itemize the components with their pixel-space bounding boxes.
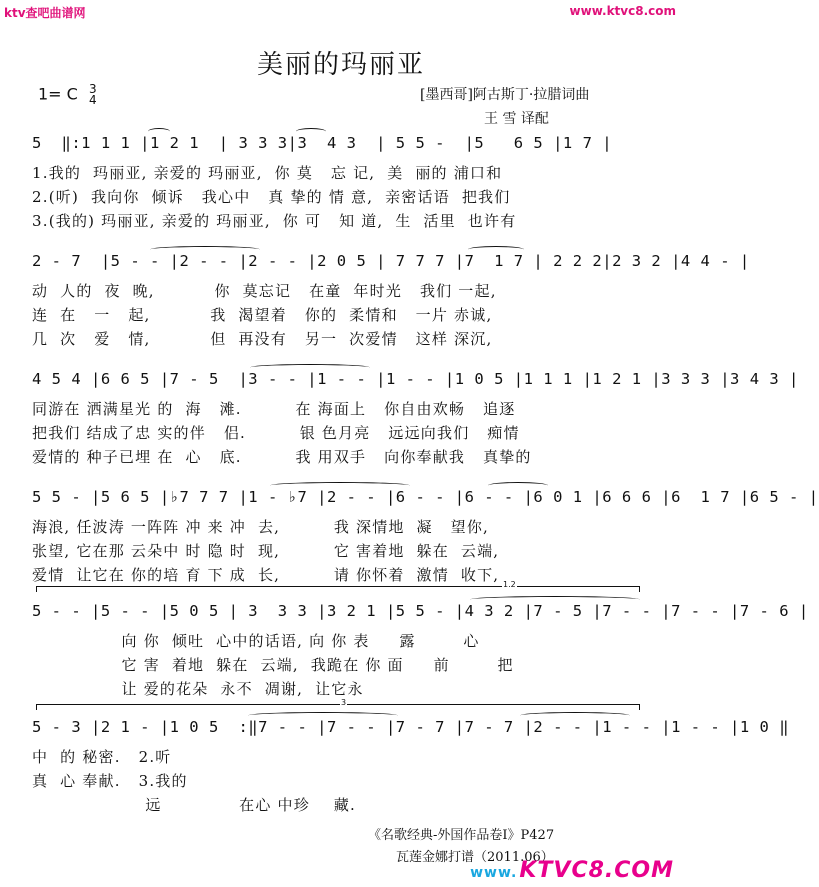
tie bbox=[520, 712, 630, 719]
key-signature bbox=[38, 84, 97, 106]
volta-bracket-1 bbox=[36, 586, 640, 592]
lyric-1-verse-1: 1.我的 玛丽亚, 亲爱的 玛丽亚, 你 莫 忘 记, 美 丽的 浦口和 bbox=[32, 164, 503, 182]
notation-line-1: 5 ‖:1 1 1 |1 2 1 | 3 3 3|3 4 3 | 5 5 - |5 6 5 |1 7 | bbox=[32, 134, 613, 152]
site-logo bbox=[470, 858, 674, 883]
lyric-6-verse-3: 远 在心 中珍 藏. bbox=[32, 796, 356, 814]
lyric-4-verse-2: 张望, 它在那 云朵中 时 隐 时 现, 它 害着地 躲在 云端, bbox=[32, 542, 500, 560]
slur bbox=[488, 482, 548, 489]
notation-line-4: 5 5 - |5 6 5 |♭7 7 7 |1 - ♭7 |2 - - |6 - - |6 - - |6 0 1 |6 6 6 |6 1 7 |6 5 - | bbox=[32, 488, 819, 506]
meter-top: 3 bbox=[88, 82, 97, 96]
tie bbox=[270, 482, 410, 489]
notation-line-2: 2 - 7 |5 - - |2 - - |2 - - |2 0 5 | 7 7 7 |7 1 7 | 2 2 2|2 3 2 |4 4 - | bbox=[32, 252, 750, 270]
lyric-4-verse-1: 海浪, 任波涛 一阵阵 冲 来 冲 去, 我 深情地 凝 望你, bbox=[32, 518, 490, 536]
lyric-6-verse-1: 中 的 秘密. 2.听 bbox=[32, 748, 172, 766]
composer-credit: [墨西哥]阿古斯丁·拉腊词曲 bbox=[420, 87, 590, 103]
lyric-5-verse-2: 它 害 着地 躲在 云端, 我跪在 你 面 前 把 bbox=[32, 656, 514, 674]
lyric-2-verse-1: 动 人的 夜 晚, 你 莫忘记 在童 年时光 我们 一起, bbox=[32, 282, 497, 300]
volta-label-1: 1.2 bbox=[503, 580, 516, 589]
tie bbox=[150, 246, 260, 253]
lyric-5-verse-1: 向 你 倾吐 心中的话语, 向 你 表 露 心 bbox=[32, 632, 480, 650]
lyric-3-verse-3: 爱情的 种子已埋 在 心 底. 我 用双手 向你奉献我 真挚的 bbox=[32, 448, 532, 466]
lyric-3-verse-2: 把我们 结成了忠 实的伴 侣. 银 色月亮 远远向我们 痴情 bbox=[32, 424, 520, 442]
time-signature bbox=[89, 84, 97, 106]
tie bbox=[470, 596, 640, 603]
notation-line-6: 5 - 3 |2 1 - |1 0 5 :‖7 - - |7 - - |7 - 7 |7 - 7 |2 - - |1 - - |1 - - |1 0 ‖ bbox=[32, 718, 790, 736]
logo-prefix: www. bbox=[470, 865, 518, 881]
tie bbox=[248, 712, 398, 719]
source-reference: 《名歌经典-外国作品卷Ⅰ》P427 bbox=[368, 828, 555, 843]
tie bbox=[250, 364, 370, 371]
slur bbox=[148, 128, 170, 135]
typist-credit: 瓦莲金娜打谱（2011.06） bbox=[396, 850, 554, 865]
site-watermark-left: ktv查吧曲谱网 bbox=[4, 6, 86, 20]
lyric-2-verse-3: 几 次 爱 情, 但 再没有 另一 次爱情 这样 深沉, bbox=[32, 330, 493, 348]
lyric-1-verse-2: 2.(听) 我向你 倾诉 我心中 真 挚的 情 意, 亲密话语 把我们 bbox=[32, 188, 511, 206]
volta-label-2: 3 bbox=[341, 698, 347, 707]
site-watermark-right: www.ktvc8.com bbox=[569, 4, 676, 18]
slur bbox=[468, 246, 524, 253]
notation-line-3: 4 5 4 |6 6 5 |7 - 5 |3 - - |1 - - |1 - - |1 0 5 |1 1 1 |1 2 1 |3 3 3 |3 4 3 | bbox=[32, 370, 799, 388]
translator-credit: 王 雪 译配 bbox=[484, 111, 549, 127]
logo-text: KTVC8.COM bbox=[519, 858, 674, 883]
meter-bottom: 4 bbox=[88, 93, 97, 107]
volta-bracket-2 bbox=[36, 704, 640, 710]
lyric-4-verse-3: 爱情 让它在 你的培 育 下 成 长, 请 你怀着 激情 收下, bbox=[32, 566, 500, 584]
lyric-3-verse-1: 同游在 洒满星光 的 海 滩. 在 海面上 你自由欢畅 追逐 bbox=[32, 400, 516, 418]
slur bbox=[296, 128, 326, 135]
lyric-6-verse-2: 真 心 奉献. 3.我的 bbox=[32, 772, 188, 790]
lyric-1-verse-3: 3.(我的) 玛丽亚, 亲爱的 玛丽亚, 你 可 知 道, 生 活里 也许有 bbox=[32, 212, 517, 230]
song-title: 美丽的玛丽亚 bbox=[256, 50, 425, 80]
lyric-2-verse-2: 连 在 一 起, 我 渴望着 你的 柔情和 一片 赤诚, bbox=[32, 306, 493, 324]
lyric-5-verse-3: 让 爱的花朵 永不 凋谢, 让它永 bbox=[32, 680, 364, 698]
notation-line-5: 5 - - |5 - - |5 0 5 | 3 3 3 |3 2 1 |5 5 - |4 3 2 |7 - 5 |7 - - |7 - - |7 - 6 | bbox=[32, 602, 809, 620]
key-label: 1= C bbox=[38, 84, 78, 104]
